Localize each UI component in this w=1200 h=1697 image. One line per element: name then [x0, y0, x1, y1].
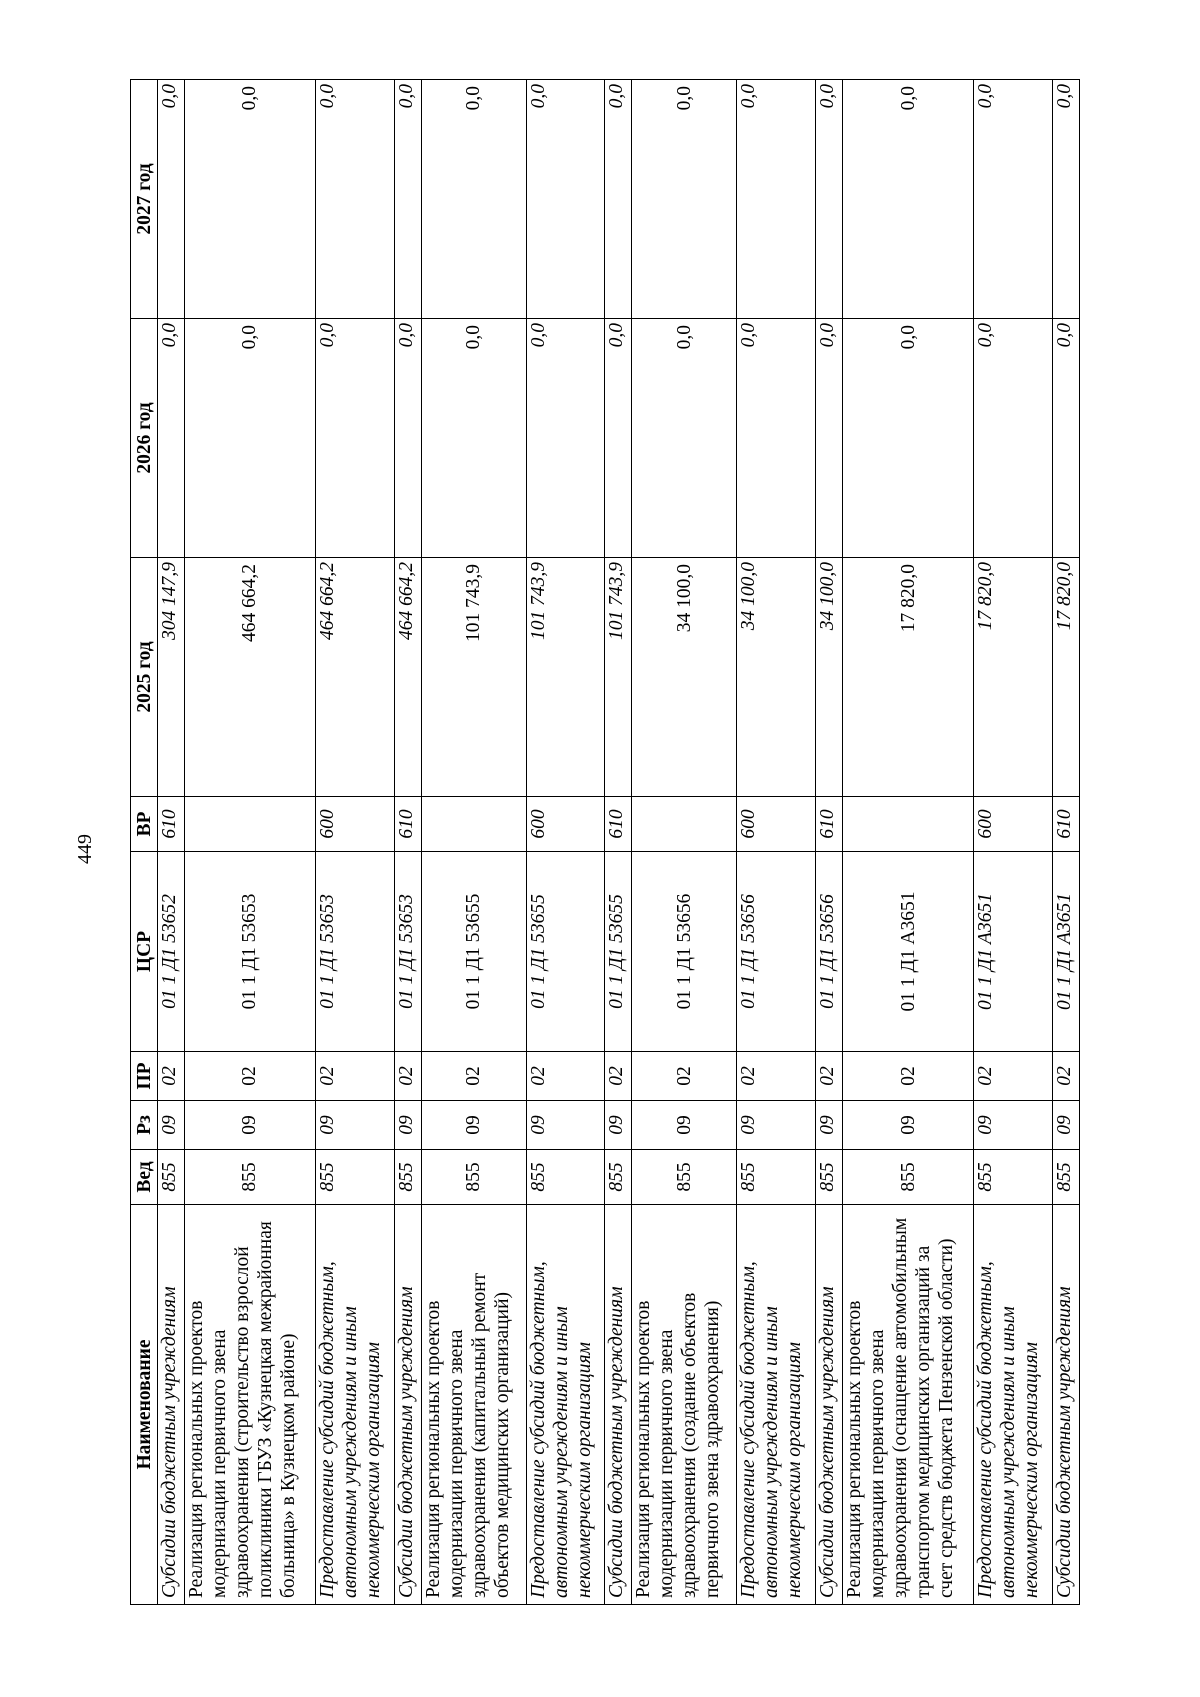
cell-ved: 855	[185, 1150, 316, 1205]
header-csr: ЦСР	[131, 852, 158, 1052]
cell-2025: 101 743,9	[605, 558, 632, 797]
header-2026: 2026 год	[131, 319, 158, 558]
cell-vr: 610	[605, 797, 632, 852]
table-row	[158, 80, 185, 1605]
cell-name: Реализация региональных проектов модернизации первичного звена здравоохранения (оснащение автомобильным транспортом медицинских организаций за счет средств бюджета Пензенской области)	[843, 1205, 974, 1605]
cell-csr: 01 1 Д1 А3651	[973, 852, 1052, 1052]
cell-2026: 0,0	[526, 319, 605, 558]
table-row	[973, 80, 1052, 1605]
cell-csr: 01 1 Д1 А3651	[843, 852, 974, 1052]
cell-2025: 34 100,0	[632, 558, 737, 797]
cell-2025: 101 743,9	[526, 558, 605, 797]
cell-name: Предоставление субсидий бюджетным, автономным учреждениям и иным некоммерческим организациям	[526, 1205, 605, 1605]
cell-2026: 0,0	[394, 319, 421, 558]
cell-csr: 01 1 Д1 53653	[185, 852, 316, 1052]
cell-ved: 855	[973, 1150, 1052, 1205]
table-row	[737, 80, 816, 1605]
cell-2025: 17 820,0	[1052, 558, 1079, 797]
cell-pr: 02	[185, 1052, 316, 1101]
cell-pr: 02	[973, 1052, 1052, 1101]
cell-ved: 855	[315, 1150, 394, 1205]
cell-ved: 855	[605, 1150, 632, 1205]
cell-ved: 855	[526, 1150, 605, 1205]
cell-2027: 0,0	[315, 80, 394, 319]
table-row	[843, 80, 974, 1605]
cell-rz: 09	[737, 1101, 816, 1150]
cell-2027: 0,0	[605, 80, 632, 319]
cell-2025: 34 100,0	[737, 558, 816, 797]
cell-2027: 0,0	[526, 80, 605, 319]
cell-vr	[843, 797, 974, 852]
cell-2026: 0,0	[737, 319, 816, 558]
cell-rz: 09	[158, 1101, 185, 1150]
cell-ved: 855	[843, 1150, 974, 1205]
cell-csr: 01 1 Д1 53652	[158, 852, 185, 1052]
cell-csr: 01 1 Д1 53656	[737, 852, 816, 1052]
cell-rz: 09	[843, 1101, 974, 1150]
cell-2025: 101 743,9	[421, 558, 526, 797]
cell-pr: 02	[394, 1052, 421, 1101]
cell-2027: 0,0	[632, 80, 737, 319]
cell-rz: 09	[185, 1101, 316, 1150]
cell-2027: 0,0	[421, 80, 526, 319]
table-row	[816, 80, 843, 1605]
header-pr: ПР	[131, 1052, 158, 1101]
page-number: 449	[74, 834, 96, 864]
cell-ved: 855	[1052, 1150, 1079, 1205]
cell-pr: 02	[315, 1052, 394, 1101]
cell-rz: 09	[315, 1101, 394, 1150]
cell-name: Реализация региональных проектов модернизации первичного звена здравоохранения (капитальный ремонт объектов медицинских организаций)	[421, 1205, 526, 1605]
cell-rz: 09	[632, 1101, 737, 1150]
cell-pr: 02	[1052, 1052, 1079, 1101]
cell-pr: 02	[421, 1052, 526, 1101]
cell-2027: 0,0	[816, 80, 843, 319]
cell-csr: 01 1 Д1 53655	[605, 852, 632, 1052]
cell-csr: 01 1 Д1 53656	[816, 852, 843, 1052]
cell-vr: 610	[816, 797, 843, 852]
cell-name: Предоставление субсидий бюджетным, автономным учреждениям и иным некоммерческим организациям	[737, 1205, 816, 1605]
cell-2026: 0,0	[632, 319, 737, 558]
cell-rz: 09	[1052, 1101, 1079, 1150]
cell-ved: 855	[816, 1150, 843, 1205]
cell-2026: 0,0	[158, 319, 185, 558]
cell-rz: 09	[394, 1101, 421, 1150]
cell-2025: 464 664,2	[315, 558, 394, 797]
cell-ved: 855	[737, 1150, 816, 1205]
cell-pr: 02	[526, 1052, 605, 1101]
cell-ved: 855	[632, 1150, 737, 1205]
header-ved: Вед	[131, 1150, 158, 1205]
cell-2025: 34 100,0	[816, 558, 843, 797]
cell-vr: 600	[973, 797, 1052, 852]
cell-vr: 600	[526, 797, 605, 852]
cell-pr: 02	[843, 1052, 974, 1101]
budget-table	[130, 79, 1080, 1605]
table-row	[632, 80, 737, 1605]
cell-csr: 01 1 Д1 53655	[421, 852, 526, 1052]
cell-2027: 0,0	[158, 80, 185, 319]
cell-csr: 01 1 Д1 53655	[526, 852, 605, 1052]
table-row	[185, 80, 316, 1605]
header-2027: 2027 год	[131, 80, 158, 319]
header-name: Наименование	[131, 1205, 158, 1605]
cell-pr: 02	[632, 1052, 737, 1101]
cell-vr	[632, 797, 737, 852]
cell-csr: 01 1 Д1 53653	[315, 852, 394, 1052]
cell-name: Предоставление субсидий бюджетным, автономным учреждениям и иным некоммерческим организациям	[973, 1205, 1052, 1605]
cell-name: Субсидии бюджетным учреждениям	[1052, 1205, 1079, 1605]
cell-2027: 0,0	[394, 80, 421, 319]
table-row	[1052, 80, 1079, 1605]
header-2025: 2025 год	[131, 558, 158, 797]
cell-name: Субсидии бюджетным учреждениям	[605, 1205, 632, 1605]
table-header-row	[131, 80, 158, 1605]
cell-pr: 02	[737, 1052, 816, 1101]
cell-vr: 610	[1052, 797, 1079, 852]
cell-pr: 02	[816, 1052, 843, 1101]
cell-2025: 17 820,0	[973, 558, 1052, 797]
cell-2026: 0,0	[315, 319, 394, 558]
cell-name: Реализация региональных проектов модернизации первичного звена здравоохранения (создание объектов первичного звена здравоохранения)	[632, 1205, 737, 1605]
cell-2026: 0,0	[421, 319, 526, 558]
cell-ved: 855	[158, 1150, 185, 1205]
table-row	[421, 80, 526, 1605]
cell-rz: 09	[973, 1101, 1052, 1150]
cell-csr: 01 1 Д1 А3651	[1052, 852, 1079, 1052]
header-rz: Рз	[131, 1101, 158, 1150]
cell-name: Реализация региональных проектов модернизации первичного звена здравоохранения (строительство взрослой поликлиники ГБУЗ «Кузнецкая межрайонная больница» в Кузнецком районе)	[185, 1205, 316, 1605]
cell-name: Субсидии бюджетным учреждениям	[394, 1205, 421, 1605]
cell-rz: 09	[526, 1101, 605, 1150]
cell-csr: 01 1 Д1 53656	[632, 852, 737, 1052]
cell-vr: 600	[737, 797, 816, 852]
cell-2027: 0,0	[1052, 80, 1079, 319]
cell-2026: 0,0	[1052, 319, 1079, 558]
cell-ved: 855	[394, 1150, 421, 1205]
cell-vr: 610	[158, 797, 185, 852]
header-vr: ВР	[131, 797, 158, 852]
table-row	[394, 80, 421, 1605]
cell-vr	[185, 797, 316, 852]
cell-name: Предоставление субсидий бюджетным, автономным учреждениям и иным некоммерческим организациям	[315, 1205, 394, 1605]
cell-2025: 464 664,2	[185, 558, 316, 797]
cell-2026: 0,0	[816, 319, 843, 558]
cell-2027: 0,0	[737, 80, 816, 319]
table-row	[315, 80, 394, 1605]
cell-vr: 600	[315, 797, 394, 852]
rotated-table-container	[130, 80, 1080, 1605]
cell-vr	[421, 797, 526, 852]
cell-vr: 610	[394, 797, 421, 852]
cell-2025: 304 147,9	[158, 558, 185, 797]
cell-pr: 02	[605, 1052, 632, 1101]
cell-2027: 0,0	[185, 80, 316, 319]
cell-csr: 01 1 Д1 53653	[394, 852, 421, 1052]
cell-name: Субсидии бюджетным учреждениям	[158, 1205, 185, 1605]
cell-rz: 09	[421, 1101, 526, 1150]
cell-2025: 17 820,0	[843, 558, 974, 797]
cell-2026: 0,0	[973, 319, 1052, 558]
cell-rz: 09	[605, 1101, 632, 1150]
cell-ved: 855	[421, 1150, 526, 1205]
cell-2026: 0,0	[843, 319, 974, 558]
cell-2026: 0,0	[605, 319, 632, 558]
table-row	[526, 80, 605, 1605]
cell-rz: 09	[816, 1101, 843, 1150]
cell-2027: 0,0	[843, 80, 974, 319]
cell-name: Субсидии бюджетным учреждениям	[816, 1205, 843, 1605]
cell-2025: 464 664,2	[394, 558, 421, 797]
table-row	[605, 80, 632, 1605]
cell-2027: 0,0	[973, 80, 1052, 319]
cell-2026: 0,0	[185, 319, 316, 558]
cell-pr: 02	[158, 1052, 185, 1101]
